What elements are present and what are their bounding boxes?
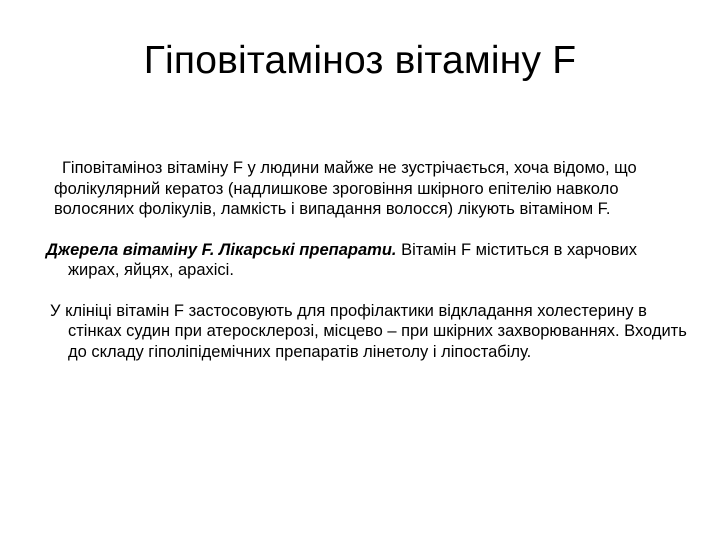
slide-body bbox=[46, 158, 692, 362]
sources-text: Вітамін F міститься в харчових жирах, яйцях, арахісі. bbox=[68, 240, 638, 279]
sources-heading: Джерела вітаміну F. Лікарські препарати. bbox=[46, 240, 397, 259]
paragraph-clinical-use: У клініці вітамін F застосовують для профілактики відкладання холестерину в стінках судин при атеросклерозі, місцево – при шкірних захворюваннях. Входить до складу гіполіпідемічних препаратів лінетолу і ліпостабілу. bbox=[50, 301, 687, 361]
paragraph-deficiency: Гіповітаміноз вітаміну F у людини майже не зустрічається, хоча відомо, що фолікулярний кератоз (надлишкове зроговіння шкірного епітелію навколо волосяних фолікулів, ламкість і випадання волосся) лікують вітаміном F. bbox=[54, 159, 637, 218]
slide-title: Гіповітаміноз вітаміну F bbox=[143, 39, 577, 82]
paragraph-sources bbox=[46, 240, 692, 281]
